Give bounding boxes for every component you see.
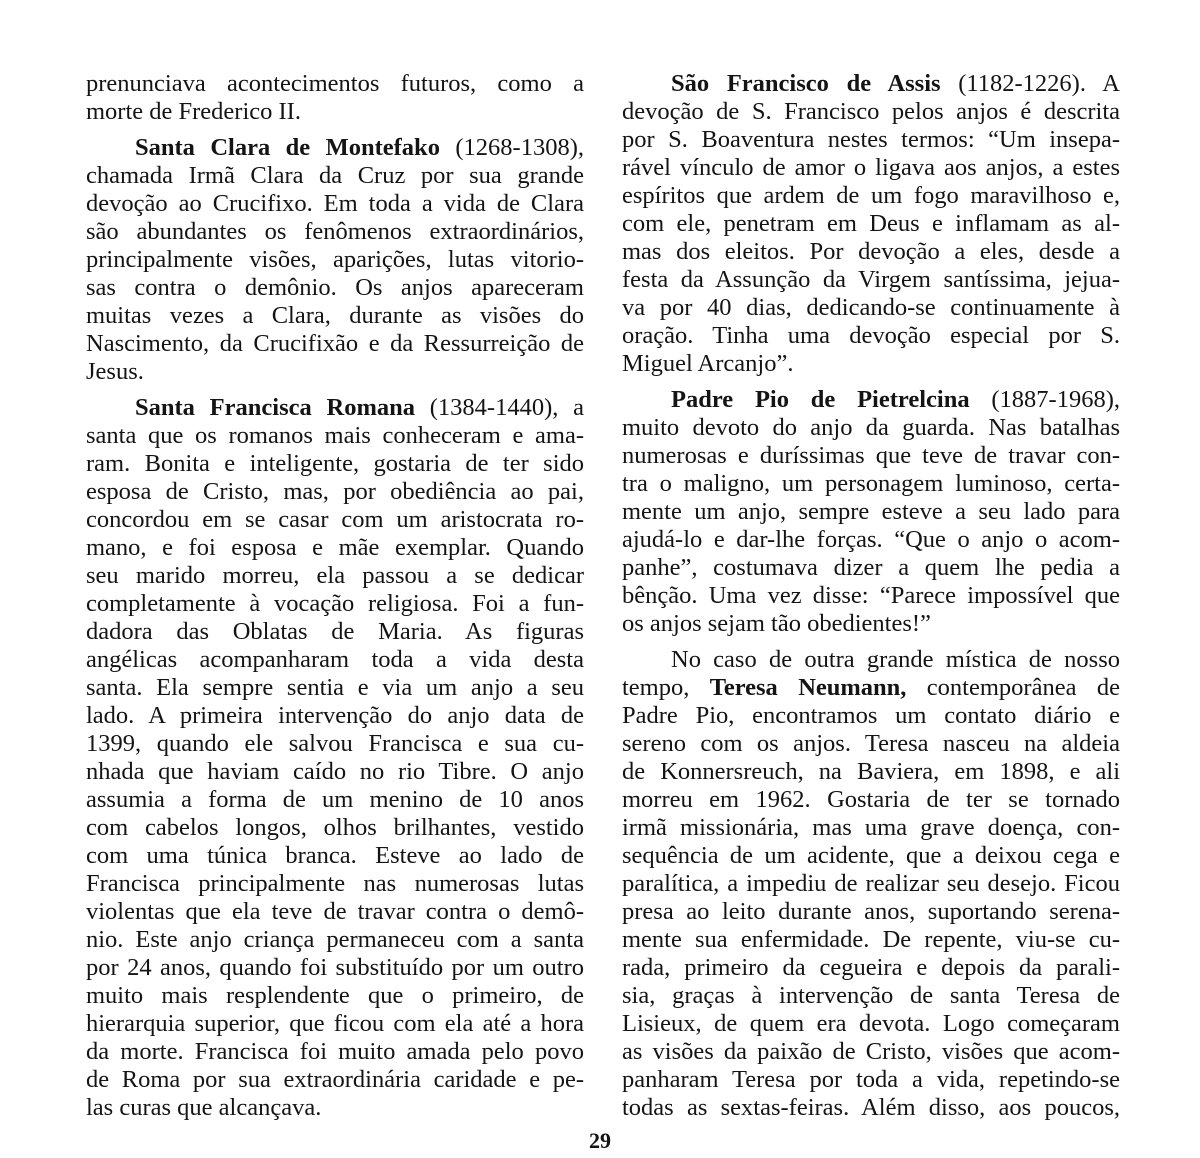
text-line: com cabelos longos, olhos brilhantes, vestido (86, 814, 584, 841)
text-line: sas contra o demônio. Os anjos apareceram (86, 274, 584, 301)
paragraph-santa-clara (86, 134, 584, 386)
text-line: santa. Ela sempre sentia e via um anjo a seu (86, 674, 584, 701)
text-line: mas dos eleitos. Por devoção a eles, desde a (622, 238, 1120, 265)
text-line: nhada que haviam caído no rio Tibre. O anjo (86, 758, 584, 785)
text-line: sia, graças à intervenção de santa Teresa de (622, 982, 1120, 1009)
text-line: angélicas acompanharam toda a vida desta (86, 646, 584, 673)
text-line: dadora das Oblatas de Maria. As figuras (86, 618, 584, 645)
text-line: chamada Irmã Clara da Cruz por sua grande (86, 162, 584, 189)
left-column (86, 70, 584, 1122)
text-line (622, 674, 1120, 702)
text-line: presa ao leito durante anos, suportando serena- (622, 898, 1120, 925)
text-line: concordou em se casar com um aristocrata ro- (86, 506, 584, 533)
text-line: irmã missionária, mas uma grave doença, con- (622, 814, 1120, 841)
text-line: Francisca principalmente nas numerosas lutas (86, 870, 584, 897)
text-line: prenunciava acontecimentos futuros, como a (86, 70, 584, 97)
text-line: sequência de um acidente, que a deixou cega e (622, 842, 1120, 869)
text-fragment: tempo, (622, 674, 710, 701)
text-line: bênção. Uma vez disse: “Parece impossível que (622, 582, 1120, 609)
text-line: Nascimento, da Crucifixão e da Ressurreição de (86, 330, 584, 357)
text-line: festa da Assunção da Virgem santíssima, jejua- (622, 266, 1120, 293)
text-line: panhe”, costumava dizer a quem lhe pedia a (622, 554, 1120, 581)
text-line: sereno com os anjos. Teresa nasceu na aldeia (622, 730, 1120, 757)
paragraph-sao-francisco (622, 70, 1120, 378)
text-line: todas as sextas-feiras. Além disso, aos poucos, (622, 1094, 1120, 1121)
text-fragment: (1887-1968), (969, 386, 1120, 413)
section-heading: Teresa Neumann, (709, 674, 907, 701)
text-line: Padre Pio, encontramos um contato diário e (622, 702, 1120, 729)
text-line: rada, primeiro da cegueira e depois da parali- (622, 954, 1120, 981)
text-line: mente um anjo, sempre esteve a seu lado para (622, 498, 1120, 525)
text-line: morreu em 1962. Gostaria de ter se tornado (622, 786, 1120, 813)
text-line: seu marido morreu, ela passou a se dedicar (86, 562, 584, 589)
text-line: muito devoto do anjo da guarda. Nas batalhas (622, 414, 1120, 441)
text-line: Lisieux, de quem era devota. Logo começaram (622, 1010, 1120, 1037)
section-heading: Santa Clara de Montefako (135, 134, 440, 161)
text-fragment: (1182-1226). A (940, 70, 1120, 97)
text-line: de Konnersreuch, na Baviera, em 1898, e ali (622, 758, 1120, 785)
section-heading: Padre Pio de Pietrelcina (671, 386, 970, 413)
text-line: os anjos sejam tão obedientes!” (622, 610, 931, 637)
text-line: las curas que alcançava. (86, 1094, 322, 1121)
text-line: assumia a forma de um menino de 10 anos (86, 786, 584, 813)
text-line: da morte. Francisca foi muito amada pelo povo (86, 1038, 584, 1065)
text-line: esposa de Cristo, mas, por obediência ao pai, (86, 478, 584, 505)
text-line: nio. Este anjo criança permaneceu com a santa (86, 926, 584, 953)
paragraph-teresa-neumann (622, 646, 1120, 1122)
text-line: muito mais resplendente que o primeiro, de (86, 982, 584, 1009)
right-column (622, 70, 1120, 1122)
page-number: 29 (589, 1128, 611, 1153)
text-line: ajudá-lo e dar-lhe forças. “Que o anjo o acom- (622, 526, 1120, 553)
section-heading: Santa Francisca Romana (135, 394, 415, 421)
text-line: violentas que ela teve de travar contra o demô- (86, 898, 584, 925)
text-line: rável vínculo de amor o ligava aos anjos, a estes (622, 154, 1120, 181)
paragraph-continuation (86, 70, 584, 126)
text-line: devoção ao Crucifixo. Em toda a vida de Clara (86, 190, 584, 217)
text-line (622, 70, 1120, 98)
text-line: são abundantes os fenômenos extraordinários, (86, 218, 584, 245)
text-line: principalmente visões, aparições, lutas vitorio- (86, 246, 584, 273)
text-line: No caso de outra grande mística de nosso (671, 646, 1120, 673)
text-line: panharam Teresa por toda a vida, repetindo-se (622, 1066, 1120, 1093)
text-line (86, 394, 584, 422)
text-line: 1399, quando ele salvou Francisca e sua cu- (86, 730, 584, 757)
paragraph-padre-pio (622, 386, 1120, 638)
text-line: mente sua enfermidade. De repente, viu-se cu- (622, 926, 1120, 953)
text-line: va por 40 dias, dedicando-se continuamente à (622, 294, 1120, 321)
text-line: devoção de S. Francisco pelos anjos é descrita (622, 98, 1120, 125)
text-line (86, 134, 584, 162)
text-line: por S. Boaventura nestes termos: “Um insepa- (622, 126, 1120, 153)
text-fragment: (1268-1308), (439, 134, 584, 161)
text-line: numerosas e duríssimas que teve de travar con- (622, 442, 1120, 469)
text-fragment: (1384-1440), a (414, 394, 584, 421)
text-line: as visões da paixão de Cristo, visões que acom- (622, 1038, 1120, 1065)
text-line: oração. Tinha uma devoção especial por S. (622, 322, 1120, 349)
text-line: paralítica, a impediu de realizar seu desejo. Ficou (622, 870, 1120, 897)
text-line: lado. A primeira intervenção do anjo data de (86, 702, 584, 729)
text-line: Miguel Arcanjo”. (622, 350, 794, 377)
text-line: por 24 anos, quando foi substituído por um outro (86, 954, 584, 981)
text-line: com uma túnica branca. Esteve ao lado de (86, 842, 584, 869)
text-line (622, 386, 1120, 414)
text-line: com ele, penetram em Deus e inflamam as al- (622, 210, 1120, 237)
text-line: espíritos que ardem de um fogo maravilhoso e, (622, 182, 1120, 209)
text-line: de Roma por sua extraordinária caridade e pe- (86, 1066, 584, 1093)
text-line: ram. Bonita e inteligente, gostaria de ter sido (86, 450, 584, 477)
text-line: completamente à vocação religiosa. Foi a fun- (86, 590, 584, 617)
text-line: Jesus. (86, 358, 144, 385)
section-heading: São Francisco de Assis (671, 70, 941, 97)
text-line: santa que os romanos mais conheceram e ama- (86, 422, 584, 449)
text-line: mano, e foi esposa e mãe exemplar. Quando (86, 534, 584, 561)
paragraph-santa-francisca (86, 394, 584, 1122)
text-fragment: contemporânea de (906, 674, 1120, 701)
text-line: tra o maligno, um personagem luminoso, certa- (622, 470, 1120, 497)
text-line: morte de Frederico II. (86, 98, 301, 125)
text-line: muitas vezes a Clara, durante as visões do (86, 302, 584, 329)
text-line: hierarquia superior, que ficou com ela até a hora (86, 1010, 584, 1037)
